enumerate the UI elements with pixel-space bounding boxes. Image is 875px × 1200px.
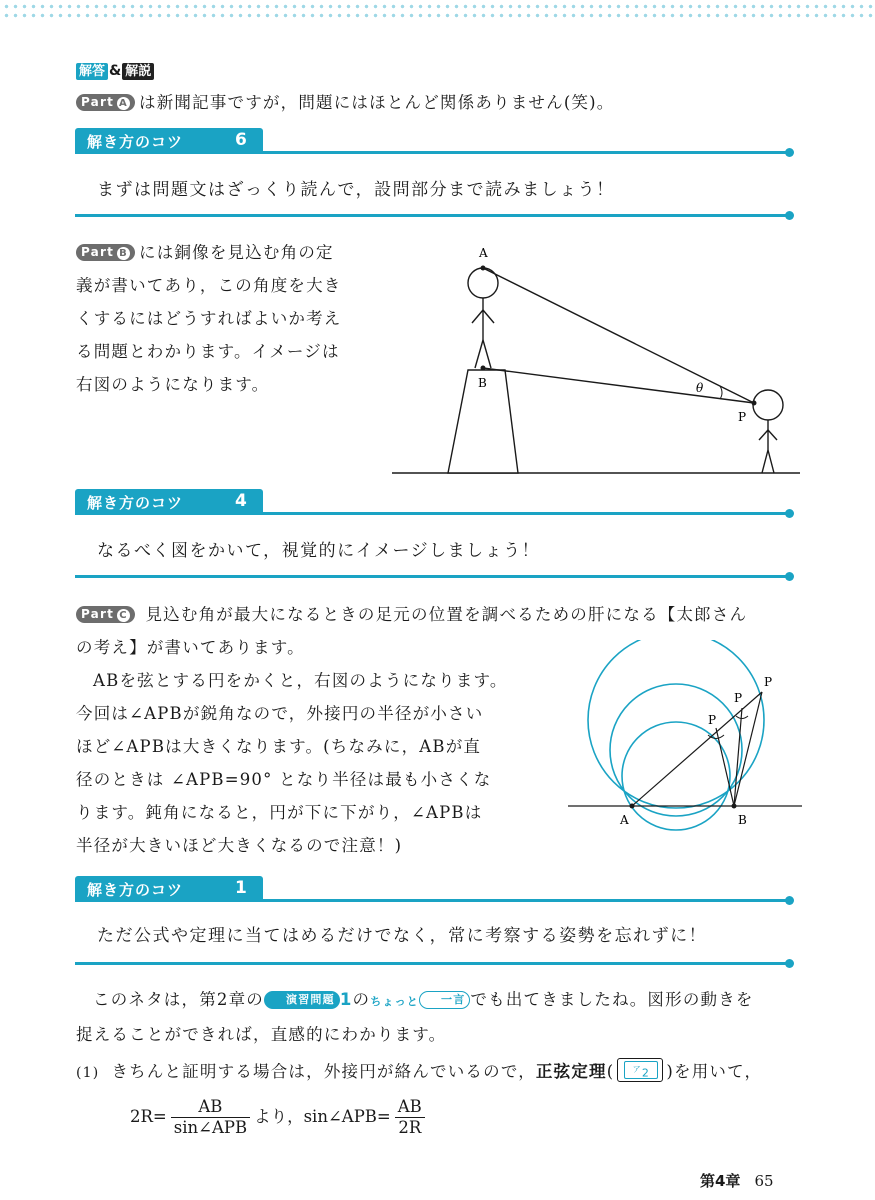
tip-label: 解き方のコツ 4 bbox=[75, 489, 263, 515]
label-p-inner: P bbox=[708, 713, 717, 727]
tip-text: まずは問題文はざっくり読んで，設問部分まで読みましょう！ bbox=[97, 180, 615, 200]
amp-symbol: & bbox=[109, 63, 122, 79]
circle-large bbox=[588, 640, 764, 808]
top-dot-border bbox=[0, 0, 875, 22]
hitokoto-pill: 一言 bbox=[419, 991, 470, 1009]
tip-box-4 bbox=[75, 489, 790, 589]
tip-bottom-line bbox=[75, 214, 790, 217]
tip-box-1 bbox=[75, 876, 790, 976]
label-theta: θ bbox=[696, 381, 704, 395]
label-b: B bbox=[478, 376, 487, 390]
answer-badge: 解答 bbox=[76, 63, 108, 80]
exercise-pill: 演習問題 bbox=[264, 991, 340, 1009]
sight-line-b bbox=[483, 368, 754, 403]
chapter-label: 第4章 bbox=[700, 1172, 741, 1190]
part-b-paragraph: Part B には銅像を見込む角の定 義が書いてあり，この角度を大き くするにはどうすればよいか考え る問題とわかります。イメージは 右図のようになります。 bbox=[76, 243, 342, 394]
part-c-paragraph: ABを弦とする円をかくと，右図のようになります。 今回は∠APBが鋭角なので，外接円の半径が小さい ほど∠APBは大きくなります。(ちなみに，ABが直 径のときは ∠APB=90° となり半径は最も小さくな ります。鈍角になると，円が下に下がり，∠APBは 半径が大きいほど大きくなるので注意！) bbox=[76, 671, 508, 855]
tip-text: ただ公式や定理に当てはめるだけでなく，常に考察する姿勢を忘れずに！ bbox=[97, 926, 708, 946]
label-p-outer: P bbox=[764, 675, 773, 689]
viewer-head bbox=[753, 390, 783, 420]
label-a: A bbox=[620, 813, 629, 827]
sight-line-a bbox=[483, 268, 754, 403]
intro-paragraph bbox=[76, 86, 615, 119]
tip-box-6 bbox=[75, 128, 790, 228]
tip-label: 解き方のコツ 6 bbox=[75, 128, 263, 154]
part-c-badge: Part C bbox=[76, 606, 135, 623]
tip-top-line bbox=[75, 512, 790, 515]
circle-medium bbox=[610, 684, 742, 816]
label-b: B bbox=[738, 813, 747, 827]
label-p: P bbox=[738, 410, 747, 424]
tip-label: 解き方のコツ 1 bbox=[75, 876, 263, 902]
section-header bbox=[76, 60, 154, 79]
tip-top-line bbox=[75, 899, 790, 902]
statue-figure bbox=[380, 235, 810, 485]
circles-figure bbox=[560, 640, 810, 840]
page-number: 65 bbox=[754, 1172, 774, 1190]
part-c-intro: Part C 見込む角が最大になるときの足元の位置を調べるための肝になる【太郎さん の考え】が書いてあります。 bbox=[76, 605, 748, 657]
formula: 2R= $\frac{AB}{\text{sin∠APB}}$ より，sin∠APB= $\frac{AB}{2R}$ bbox=[130, 1097, 429, 1138]
part-a-badge: Part A bbox=[76, 94, 135, 111]
label-a: A bbox=[479, 246, 488, 260]
item-1: (1) きちんと証明する場合は，外接円が絡んでいるので，正弦定理( $^ア$2 )を用いて， bbox=[76, 1055, 816, 1090]
reference-box: $^ア$2 bbox=[617, 1058, 663, 1082]
intro-text: は新聞記事ですが，問題にはほとんど関係ありません(笑)。 bbox=[139, 93, 615, 112]
tip-bottom-line bbox=[75, 575, 790, 578]
part-b-badge: Part B bbox=[76, 244, 135, 261]
explain-badge: 解説 bbox=[122, 63, 154, 80]
page-footer bbox=[700, 1170, 774, 1191]
closing-paragraph: このネタは，第2章の 演習問題 1のちょっと 一言 でも出てきましたね。図形の動きを 捉えることができれば，直感的にわかります。 bbox=[76, 990, 754, 1044]
label-p-middle: P bbox=[734, 691, 743, 705]
tip-text: なるべく図をかいて，視覚的にイメージしましょう！ bbox=[97, 541, 541, 561]
tip-top-line bbox=[75, 151, 790, 154]
tip-bottom-line bbox=[75, 962, 790, 965]
